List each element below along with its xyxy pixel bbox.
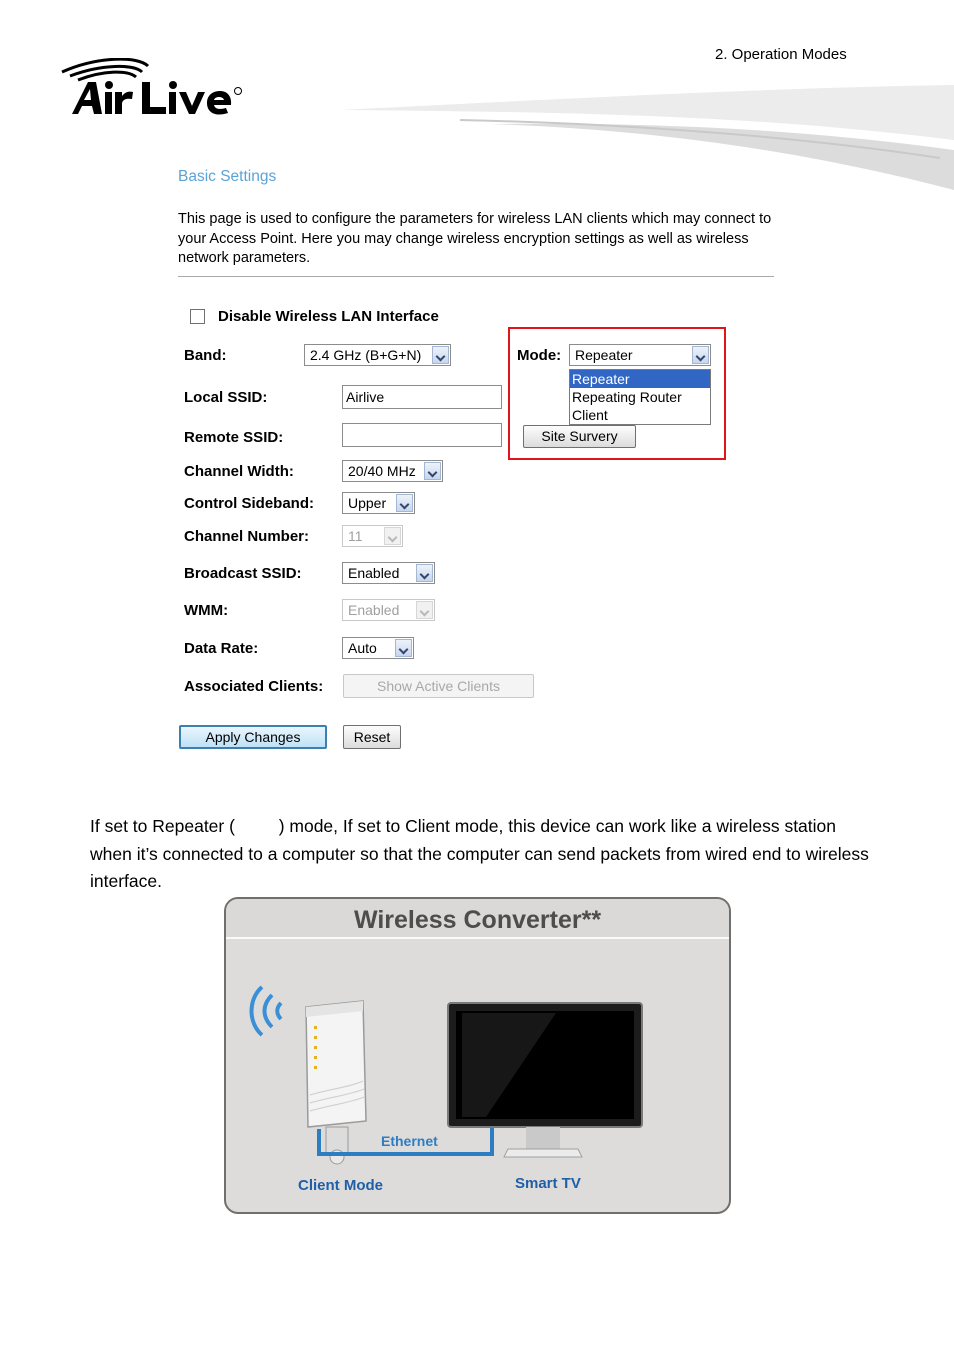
reset-button[interactable]: Reset (343, 725, 401, 749)
chevron-down-icon (384, 527, 401, 545)
access-point-device-icon (306, 1001, 366, 1164)
apply-changes-button[interactable]: Apply Changes (179, 725, 327, 749)
mode-highlight-box (508, 327, 726, 460)
client-mode-label: Client Mode (298, 1177, 383, 1194)
broadcast-ssid-label: Broadcast SSID: (184, 565, 302, 582)
section-header: 2. Operation Modes (715, 46, 847, 63)
broadcast-ssid-select[interactable]: Enabled (342, 562, 435, 584)
mode-option-client[interactable]: Client (572, 407, 608, 423)
remote-ssid-label: Remote SSID: (184, 429, 284, 446)
wifi-signal-icon (252, 987, 282, 1035)
associated-clients-label: Associated Clients: (184, 678, 324, 695)
mode-label: Mode: (517, 347, 562, 364)
channel-width-select[interactable]: 20/40 MHz (342, 460, 443, 482)
diagram-artwork (226, 899, 729, 1212)
data-rate-select[interactable]: Auto (342, 637, 414, 659)
control-sideband-label: Control Sideband: (184, 495, 314, 512)
local-ssid-label: Local SSID: (184, 389, 268, 406)
wireless-converter-diagram (224, 897, 731, 1214)
remote-ssid-input[interactable] (342, 423, 502, 447)
local-ssid-input[interactable]: Airlive (342, 385, 502, 409)
divider (178, 276, 774, 277)
header-swoosh-decoration (340, 80, 954, 195)
smart-tv-label: Smart TV (515, 1175, 581, 1192)
diagram-title: Wireless Converter** (226, 899, 729, 937)
mode-option-repeating-router[interactable]: Repeating Router (572, 389, 682, 405)
channel-number-label: Channel Number: (184, 528, 310, 545)
airlive-logo (58, 58, 288, 124)
channel-width-label: Channel Width: (184, 463, 294, 480)
mode-option-repeater[interactable]: Repeater (570, 370, 710, 388)
smart-tv-icon (448, 1003, 642, 1157)
channel-number-select[interactable]: 11 (342, 525, 403, 547)
band-label: Band: (184, 347, 227, 364)
chevron-down-icon (416, 601, 433, 619)
control-sideband-select[interactable]: Upper (342, 492, 415, 514)
wmm-select[interactable]: Enabled (342, 599, 435, 621)
ethernet-label: Ethernet (381, 1133, 438, 1149)
chevron-down-icon (424, 462, 441, 480)
wmm-label: WMM: (184, 602, 229, 619)
chevron-down-icon (432, 346, 449, 364)
disable-wlan-label: Disable Wireless LAN Interface (218, 308, 439, 325)
data-rate-label: Data Rate: (184, 640, 259, 657)
basic-settings-title: Basic Settings (178, 168, 277, 185)
band-select[interactable]: 2.4 GHz (B+G+N) (304, 344, 451, 366)
settings-description: This page is used to configure the parameters for wireless LAN clients which may connect to your Access Point. Here you may change wireless encryption settings as well as wireless network parameters. (178, 211, 772, 266)
chevron-down-icon (416, 564, 433, 582)
chevron-down-icon (396, 494, 413, 512)
chevron-down-icon (395, 639, 412, 657)
site-survey-button[interactable]: Site Survery (523, 425, 636, 448)
mode-select[interactable]: Repeater (569, 344, 711, 366)
show-active-clients-button[interactable]: Show Active Clients (343, 674, 534, 698)
disable-wlan-checkbox[interactable] (190, 309, 205, 324)
body-paragraph: If set to Repeater ( ) mode, If set to Client mode, this device can work like a wireless station when it’s connected to a computer so that the computer can send packets from wired end to wireless interface. (90, 816, 874, 891)
